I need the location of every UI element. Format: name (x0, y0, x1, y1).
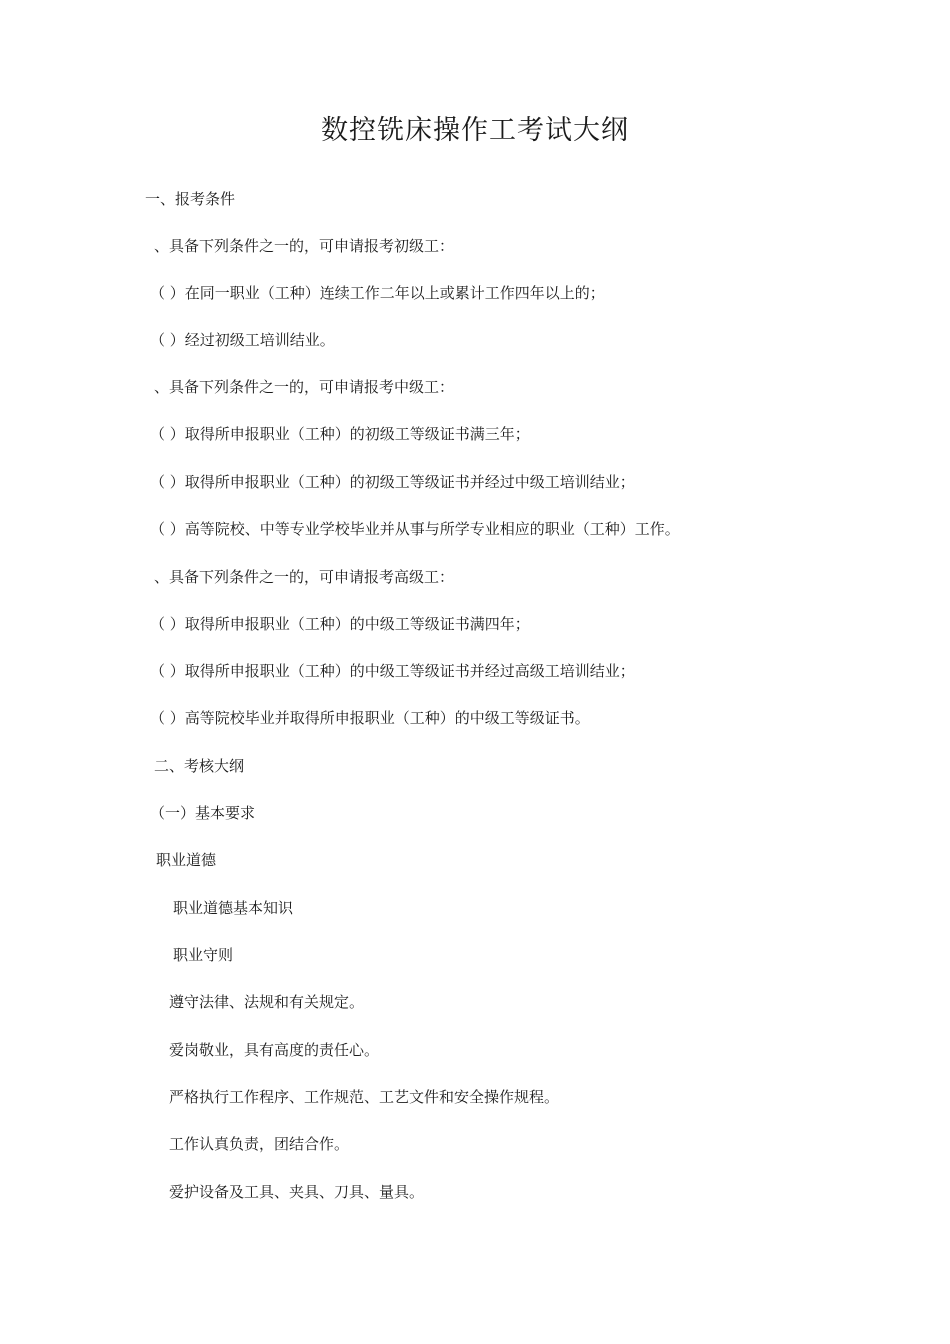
paragraph-line: 爱岗敬业，具有高度的责任心。 (169, 1041, 380, 1059)
paragraph-line: （ ）取得所申报职业（工种）的中级工等级证书满四年； (150, 615, 530, 633)
paragraph-line: 、具备下列条件之一的，可申请报考高级工： (154, 568, 455, 586)
paragraph-line: 工作认真负责，团结合作。 (169, 1135, 350, 1153)
paragraph-line: 、具备下列条件之一的，可申请报考中级工： (154, 378, 455, 396)
section-heading-requirements: 一、报考条件 (145, 190, 236, 208)
paragraph-line: 、具备下列条件之一的，可申请报考初级工： (154, 237, 455, 255)
paragraph-line: 严格执行工作程序、工作规范、工艺文件和安全操作规程。 (169, 1088, 560, 1106)
paragraph-line: 职业道德 (156, 851, 217, 869)
paragraph-line: （ ）取得所申报职业（工种）的初级工等级证书并经过中级工培训结业； (150, 473, 635, 491)
paragraph-line: 遵守法律、法规和有关规定。 (169, 993, 365, 1011)
paragraph-line: 职业道德基本知识 (173, 899, 294, 917)
subsection-heading: （一）基本要求 (150, 804, 256, 822)
section-heading-syllabus: 二、考核大纲 (154, 757, 245, 775)
paragraph-line: （ ）高等院校、中等专业学校毕业并从事与所学专业相应的职业（工种）工作。 (150, 520, 680, 538)
paragraph-line: （ ）取得所申报职业（工种）的中级工等级证书并经过高级工培训结业； (150, 662, 635, 680)
paragraph-line: 职业守则 (173, 946, 234, 964)
paragraph-line: （ ）取得所申报职业（工种）的初级工等级证书满三年； (150, 425, 530, 443)
document-title: 数控铣床操作工考试大纲 (321, 115, 629, 146)
paragraph-line: （ ）在同一职业（工种）连续工作二年以上或累计工作四年以上的； (150, 284, 605, 302)
paragraph-line: （ ）经过初级工培训结业。 (150, 331, 335, 349)
paragraph-line: 爱护设备及工具、夹具、刀具、量具。 (169, 1183, 425, 1201)
paragraph-line: （ ）高等院校毕业并取得所申报职业（工种）的中级工等级证书。 (150, 709, 590, 727)
